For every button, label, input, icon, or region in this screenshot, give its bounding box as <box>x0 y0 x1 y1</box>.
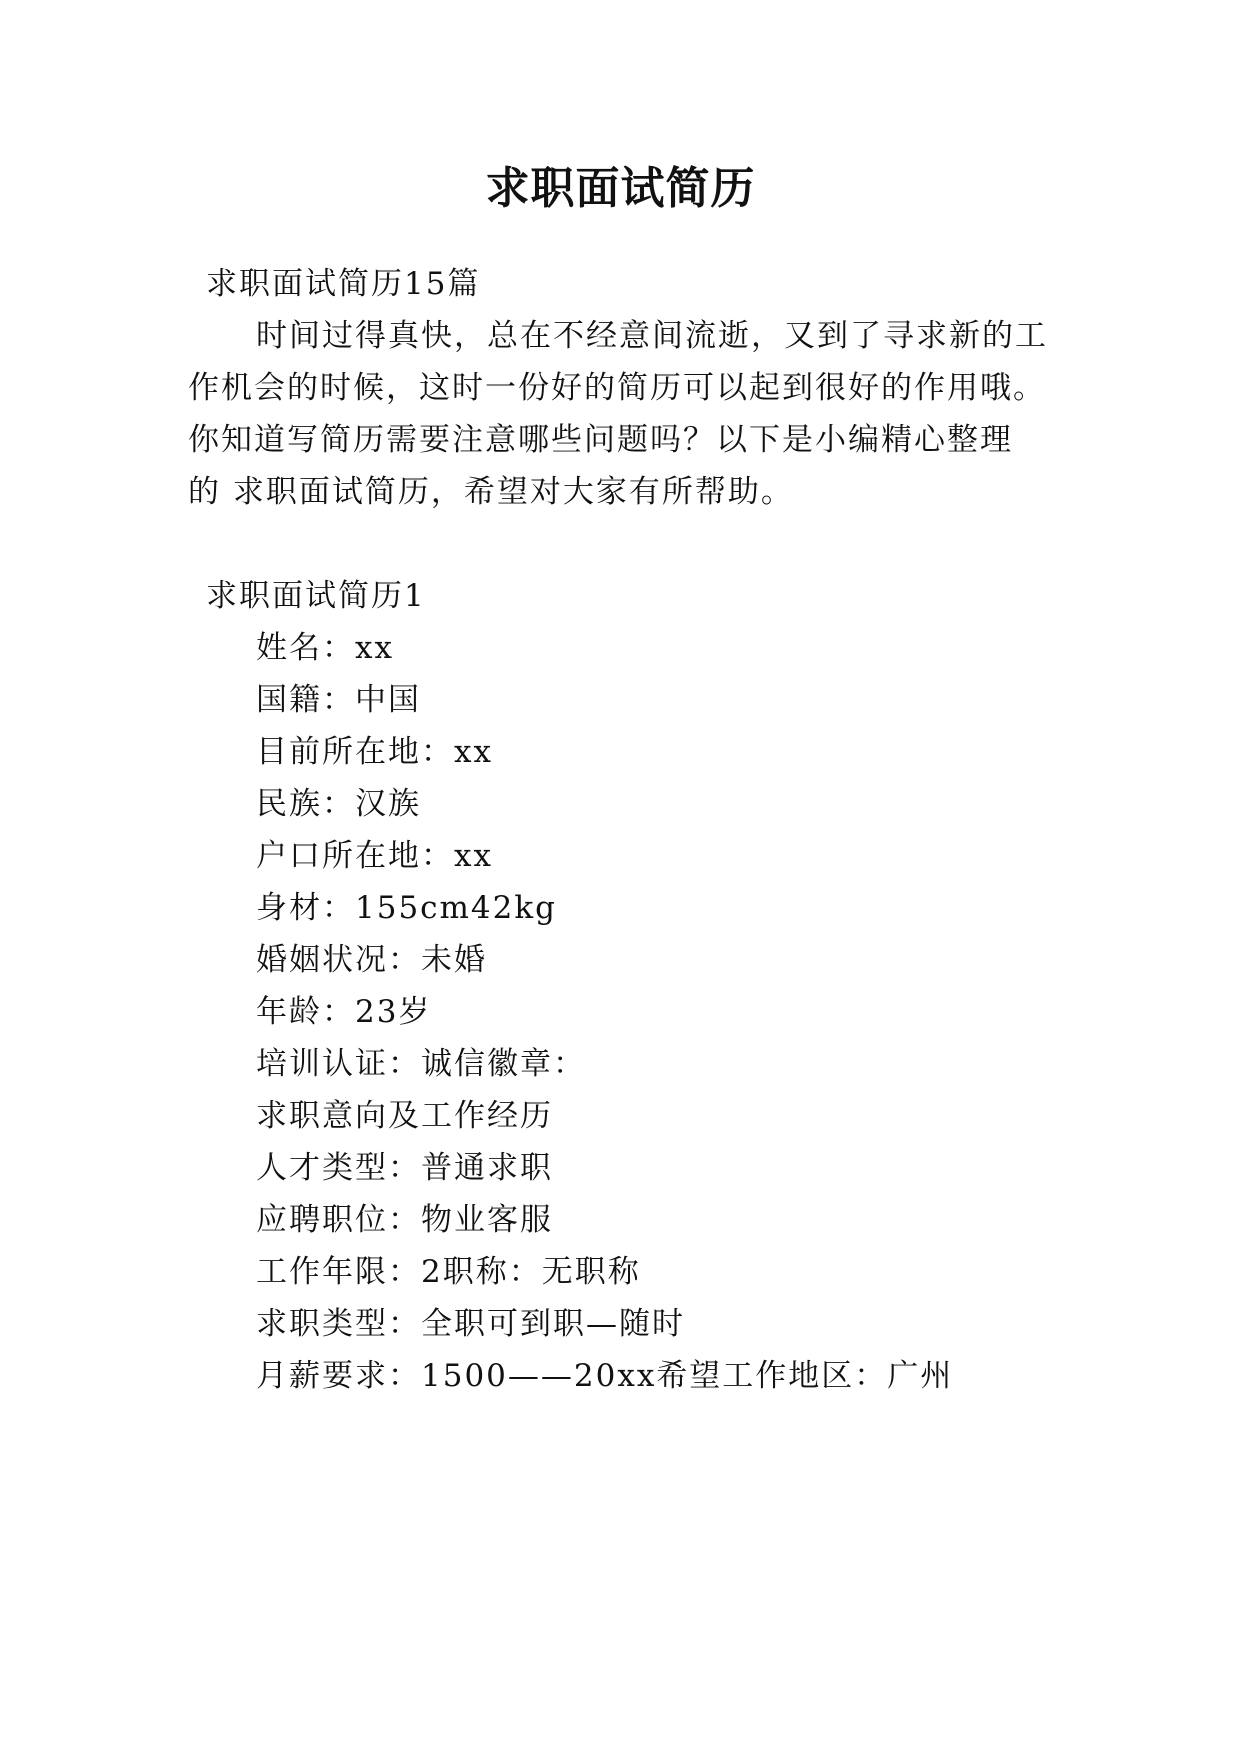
field-hukou-location: 户口所在地：xx <box>256 838 493 874</box>
field-marital-status: 婚姻状况：未婚 <box>256 942 487 978</box>
intro-line-3: 你知道写简历需要注意哪些问题吗？以下是小编精心整理 <box>188 422 1013 458</box>
section-heading: 求职面试简历1 <box>206 578 426 614</box>
field-body: 身材：155cm42kg <box>256 890 558 926</box>
field-ethnicity: 民族：汉族 <box>256 786 421 822</box>
field-age: 年龄：23岁 <box>256 994 432 1030</box>
intro-line-2: 作机会的时候，这时一份好的简历可以起到很好的作用哦。 <box>188 370 1046 406</box>
field-talent-type: 人才类型：普通求职 <box>256 1150 553 1186</box>
field-training: 培训认证：诚信徽章： <box>256 1046 586 1082</box>
intro-line-4: 的 求职面试简历，希望对大家有所帮助。 <box>188 474 794 510</box>
field-job-intent-heading: 求职意向及工作经历 <box>256 1098 553 1134</box>
collection-heading: 求职面试简历15篇 <box>206 266 481 302</box>
field-job-type: 求职类型：全职可到职—随时 <box>256 1306 685 1342</box>
field-current-location: 目前所在地：xx <box>256 734 493 770</box>
field-salary: 月薪要求：1500——20xx希望工作地区：广州 <box>256 1358 954 1394</box>
document-title: 求职面试简历 <box>485 163 756 214</box>
field-position: 应聘职位：物业客服 <box>256 1202 553 1238</box>
field-nationality: 国籍：中国 <box>256 682 421 718</box>
field-name: 姓名：xx <box>256 630 394 666</box>
intro-line-1: 时间过得真快，总在不经意间流逝，又到了寻求新的工 <box>256 318 1048 354</box>
field-work-years: 工作年限：2职称：无职称 <box>256 1254 641 1290</box>
